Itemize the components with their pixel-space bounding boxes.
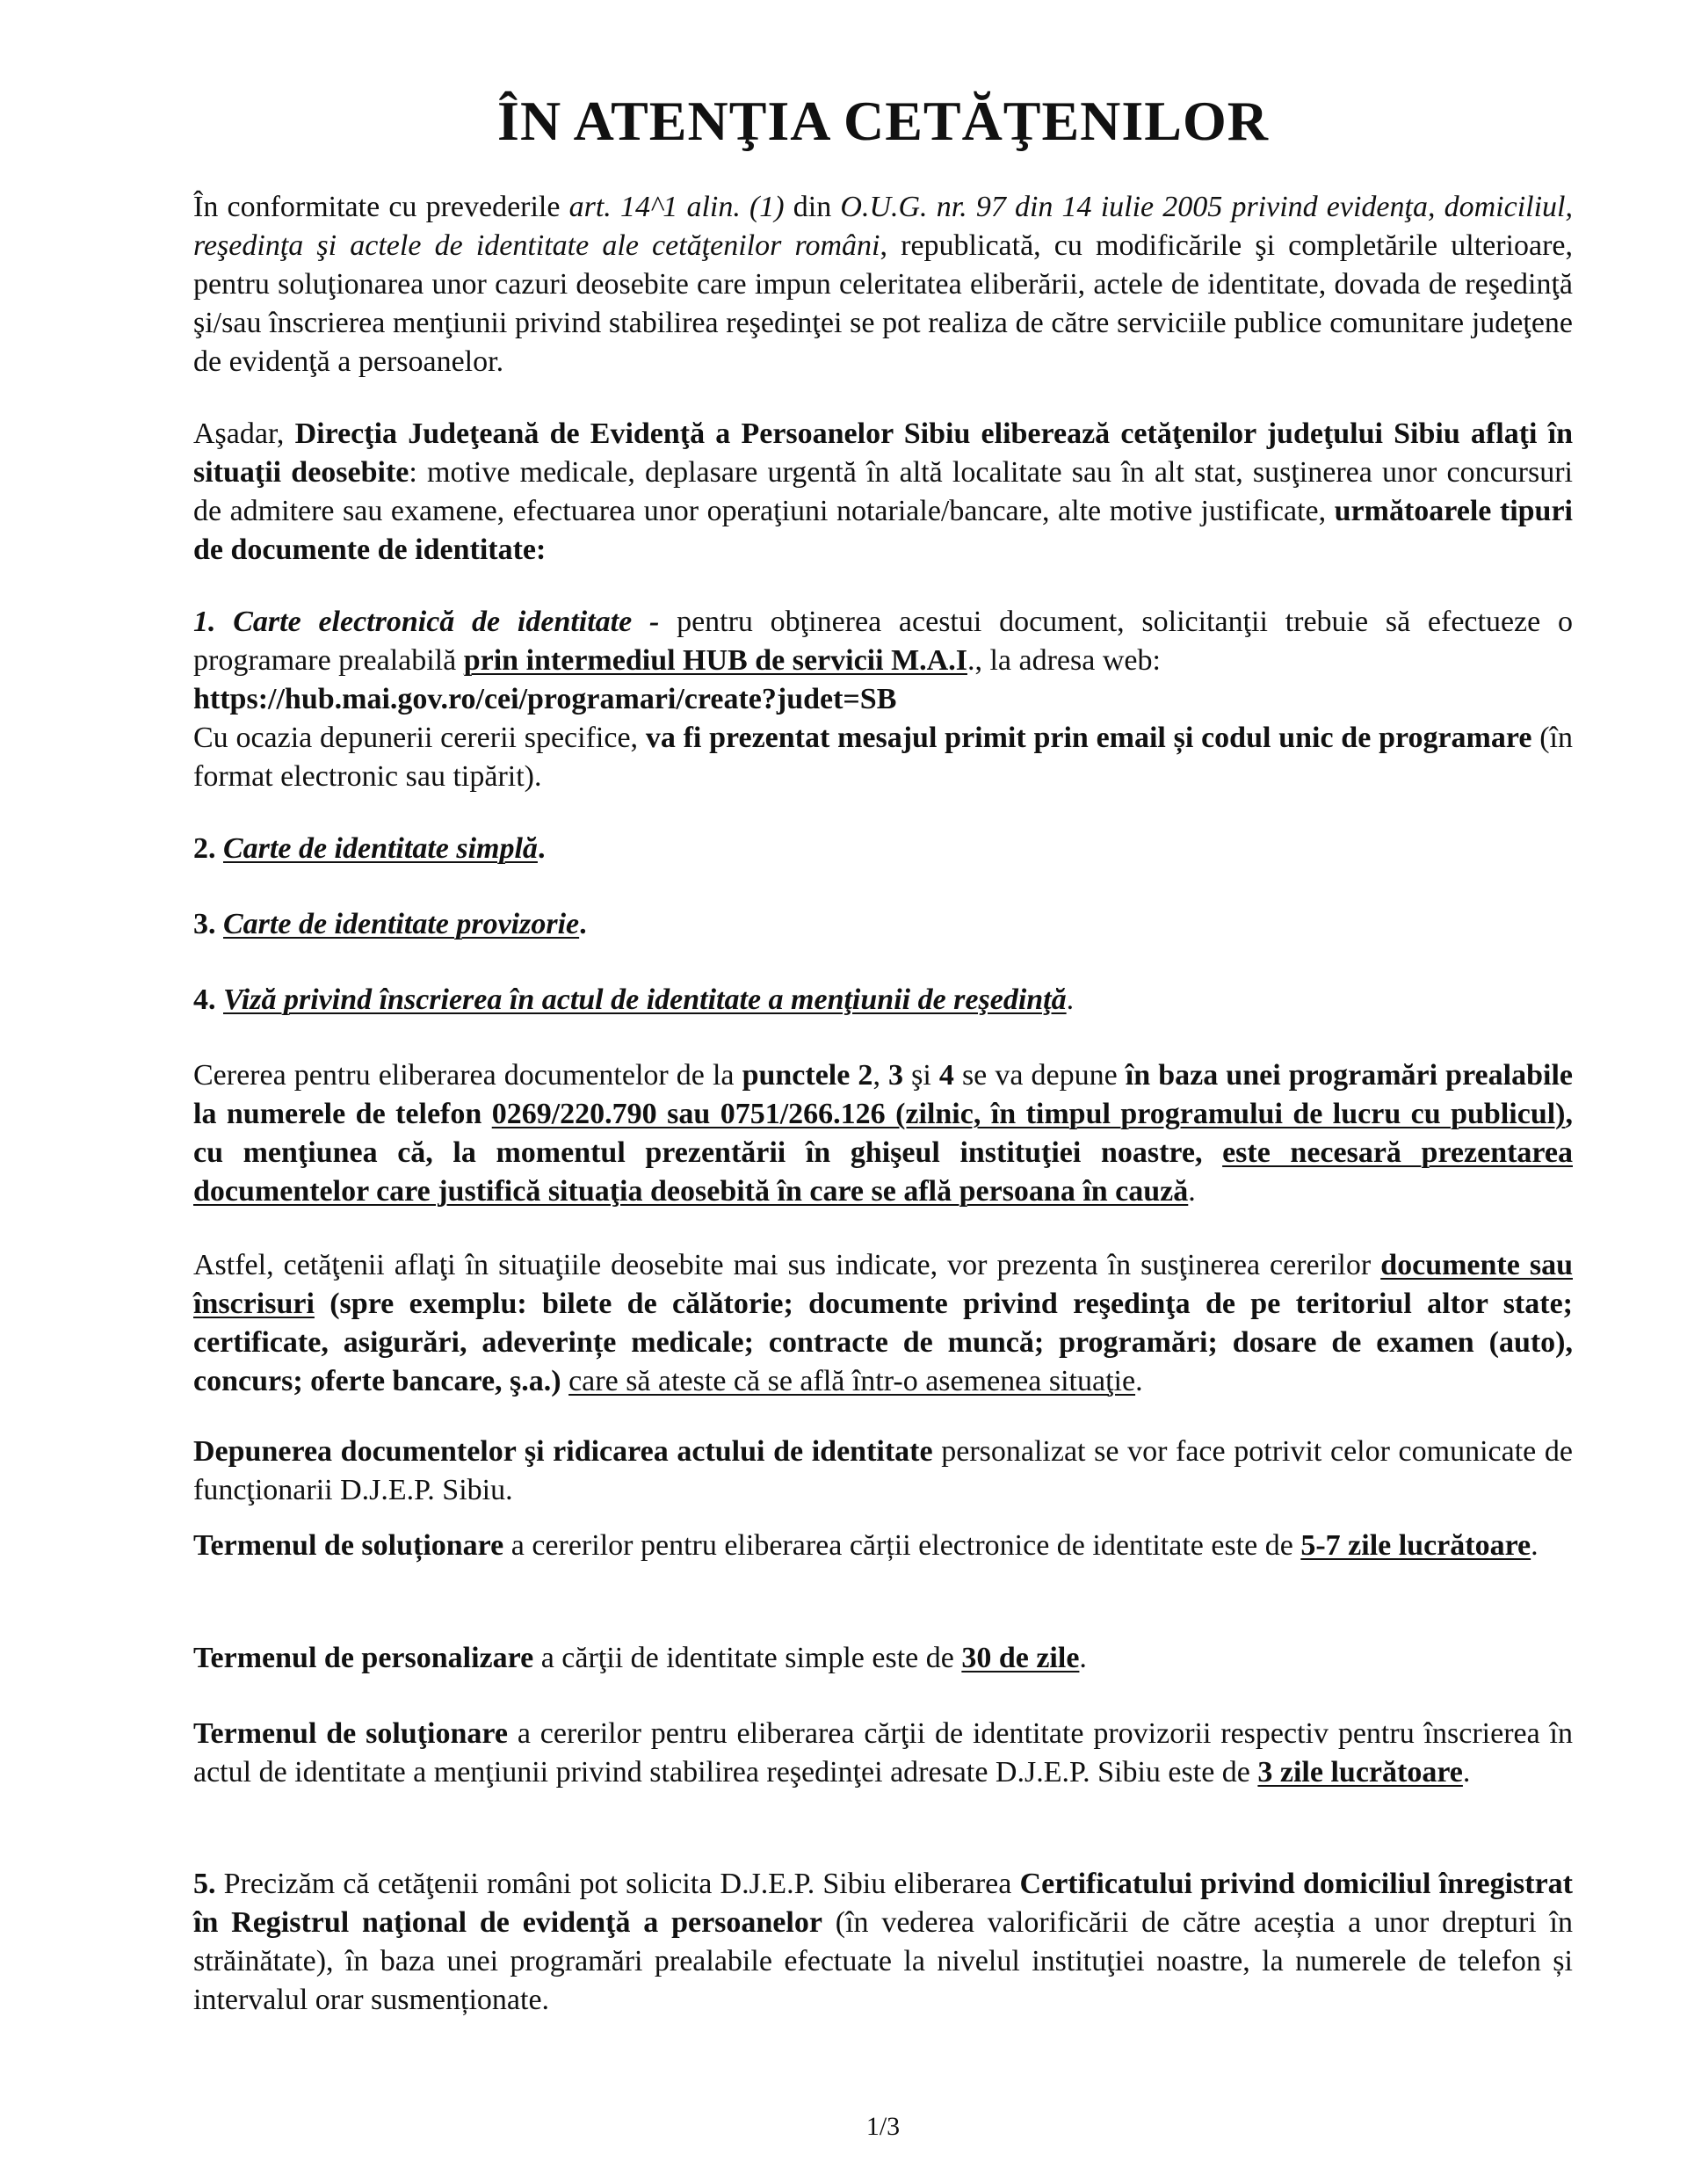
item-number: 5.	[193, 1868, 216, 1900]
term-label: Termenul de soluţionare	[193, 1717, 508, 1750]
para-text: Cererea pentru eliberarea documentelor de la	[193, 1059, 742, 1092]
legal-act-ref: O.U.G. nr. 97 din 14 iulie 2005 privind evidenţa, domiciliul, reşedinţa şi actele de identitate ale cetăţenilor români	[193, 191, 1573, 262]
para-text: (în format electronic sau tipărit).	[193, 722, 1573, 793]
para-text: Aşadar,	[193, 417, 295, 450]
points-ref: punctele 2	[742, 1059, 873, 1092]
supporting-documents-paragraph	[193, 1246, 1573, 1401]
intro-text: În conformitate cu prevederile	[193, 191, 569, 223]
document-title: ÎN ATENŢIA CETĂŢENILOR	[497, 90, 1269, 152]
para-text: .	[1079, 1642, 1087, 1674]
para-text: Cu ocazia depunerii cererii specifice,	[193, 722, 646, 754]
item-number: 2.	[193, 832, 223, 865]
item-end: .	[579, 908, 587, 940]
electronic-id-paragraph	[193, 603, 1573, 796]
item-title: Viză privind înscrierea în actul de identitate a menţiunii de reşedinţă	[223, 983, 1067, 1016]
points-ref: 3	[888, 1059, 904, 1092]
institution-statement: Direcţia Judeţeană de Evidenţă a Persoanelor Sibiu eliberează cetăţenilor judeţului Sibiu aflaţi în situaţii deosebite	[193, 417, 1573, 489]
para-text: Precizăm că cetăţenii români pot solicita D.J.E.P. Sibiu eliberarea	[215, 1868, 1020, 1900]
term-value: 5-7 zile lucrătoare	[1300, 1529, 1531, 1562]
para-text: a cererilor pentru eliberarea cărţii de identitate provizorii respectiv pentru înscrierea în actul de identitate a menţiunii privind stabilirea reşedinţei adresate D.J.E.P. Sibiu este de	[193, 1717, 1573, 1789]
page-number: 1/3	[865, 2112, 901, 2141]
provisional-id-term-paragraph	[193, 1715, 1573, 1792]
justification-requirement: este necesară prezentarea documentelor care justifică situaţia deosebită în care se află persoana în cauză	[193, 1136, 1573, 1208]
legal-article-ref: art. 14^1 alin. (1)	[568, 191, 785, 223]
intro-paragraph	[193, 188, 1573, 381]
hub-url[interactable]: https://hub.mai.gov.ro/cei/programari/create?judet=SB	[193, 683, 897, 715]
para-text: a cărţii de identitate simple este de	[533, 1642, 962, 1674]
submission-paragraph	[193, 1433, 1573, 1510]
para-text: ,	[872, 1059, 889, 1092]
term-label: Termenul de soluționare	[193, 1529, 504, 1562]
para-text: : motive medicale, deplasare urgentă în altă localitate sau în alt stat, susţinerea unor concursuri de admitere sau examene, efectuarea unor operaţiuni notariale/bancare, alte motive justificate,	[193, 456, 1574, 527]
list-item-3	[193, 905, 1573, 944]
para-text: personalizat se vor face potrivit celor comunicate de funcţionarii D.J.E.P. Sibiu.	[193, 1435, 1573, 1506]
item-title: Carte de identitate provizorie	[223, 908, 580, 940]
para-text: Astfel, cetăţenii aflaţi în situaţiile deosebite mai sus indicate, vor prezenta în susţinerea cererilor	[193, 1249, 1381, 1281]
certificate-name: Certificatului privind domiciliul înregistrat în Registrul naţional de evidenţă a persoanelor	[193, 1868, 1573, 1939]
para-text: .	[1188, 1175, 1196, 1208]
para-text: pentru obţinerea acestui document, solicitanţii trebuie să efectueze o programare prealabilă	[193, 606, 1573, 677]
item-title: Carte de identitate simplă	[223, 832, 538, 865]
points-ref: 4	[938, 1059, 954, 1092]
intro-text: din	[784, 191, 841, 223]
appointment-requirement: în baza unei programări prealabile la numerele de telefon	[193, 1059, 1573, 1130]
personalization-term-paragraph	[193, 1639, 1573, 1678]
issued-documents-paragraph	[193, 415, 1573, 570]
item-number: 4.	[193, 983, 223, 1016]
intro-text: , republicată, cu modificările şi completările ulterioare, pentru soluţionarea unor cazuri deosebite care impun celeritatea eliberării, actele de identitate, dovada de reşedinţă şi/sau înscrierea menţiunii privind stabilirea reşedinţei se pot realiza de către serviciile publice comunitare judeţene de evidenţă a persoanelor.	[193, 229, 1574, 378]
term-value: 3 zile lucrătoare	[1257, 1756, 1463, 1789]
para-text: se va depune	[953, 1059, 1126, 1092]
item-end: .	[537, 832, 546, 865]
term-label: Termenul de personalizare	[193, 1642, 534, 1674]
para-text: .	[1135, 1365, 1143, 1397]
para-text: .	[1531, 1529, 1539, 1562]
document-page	[193, 0, 1573, 2184]
mention-text: , cu menţiunea că, la momentul prezentării în ghişeul instituţiei noastre,	[193, 1098, 1573, 1169]
attestation-text: care să ateste că se află într-o asemenea situaţie	[568, 1365, 1136, 1397]
item-1-heading: 1. Carte electronică de identitate -	[193, 606, 660, 638]
item-end: .	[1066, 983, 1075, 1016]
para-text: ., la adresa web:	[967, 644, 1161, 677]
domicile-certificate-paragraph	[193, 1865, 1573, 2020]
list-item-2	[193, 830, 1573, 868]
para-text: a cererilor pentru eliberarea cărții electronice de identitate este de	[503, 1529, 1301, 1562]
electronic-id-term-paragraph	[193, 1527, 1573, 1565]
appointment-paragraph	[193, 1056, 1573, 1211]
hub-mai-link-text: prin intermediul HUB de servicii M.A.I	[463, 644, 967, 677]
phone-numbers: 0269/220.790 sau 0751/266.126 (zilnic, în timpul programului de lucru cu publicul)	[491, 1098, 1566, 1130]
documents-label: documente sau înscrisuri	[193, 1249, 1573, 1320]
item-number: 3.	[193, 908, 223, 940]
email-code-note: va fi prezentat mesajul primit prin email și codul unic de programare	[645, 722, 1532, 754]
para-text: (în vederea valorificării de către aceștia a unor drepturi în străinătate), în baza unei programări prealabile efectuate la nivelul instituţiei noastre, la numerele de telefon și intervalul orar susmenționate.	[193, 1906, 1574, 2016]
list-item-4	[193, 981, 1573, 1019]
para-text: .	[1462, 1756, 1471, 1789]
term-value: 30 de zile	[961, 1642, 1080, 1674]
submission-label: Depunerea documentelor şi ridicarea actului de identitate	[193, 1435, 933, 1468]
documents-examples: (spre exemplu: bilete de călătorie; documente privind reşedinţa de pe teritoriul altor state; certificate, asigurări, adeverințe medicale; contracte de muncă; programări; dosare de examen (auto), concurs; oferte bancare, ş.a.)	[193, 1288, 1573, 1397]
para-text: şi	[903, 1059, 939, 1092]
para-text	[561, 1365, 569, 1397]
documents-list-heading: următoarele tipuri de documente de identitate:	[193, 495, 1574, 566]
